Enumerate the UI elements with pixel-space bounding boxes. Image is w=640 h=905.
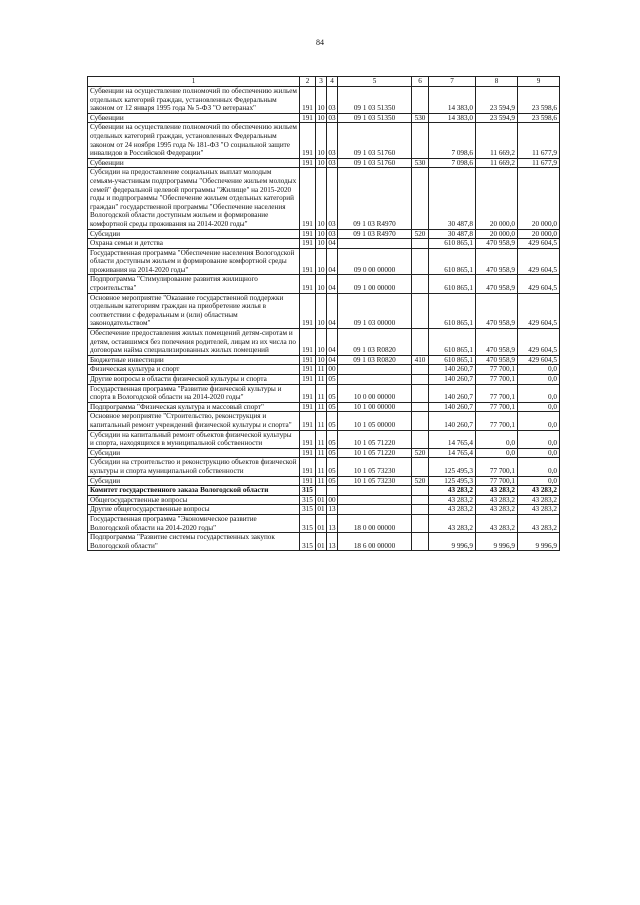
table-row [88,355,560,365]
row-description: Другие вопросы в области физической культуры и спорта [88,375,300,385]
subsection-code: 03 [327,87,338,114]
target-article-code [338,495,412,505]
column-header: 3 [316,77,327,87]
subsection-code: 03 [328,158,336,167]
row-description: Субвенции на осуществление полномочий по обеспечению жильем отдельных категорий граждан, установленных Федеральным законом от 24 ноября 1995 года № 181-ФЗ "О социальной защите инвалидов в Российской Федерации" [88,123,300,158]
expense-type-code [412,458,429,476]
amount-year-3: 23 598,6 [518,87,560,114]
row-description: Субсидии на капитальный ремонт объектов физической культуры и спорта, находящихся в муниципальной собственности [88,430,300,448]
row-description: Подпрограмма "Стимулирование развития жилищного строительства" [88,275,300,293]
ministry-code: 191 [300,275,316,293]
amount-year-2: 20 000,0 [476,168,518,229]
amount-year-3: 11 677,9 [518,158,560,168]
section-code: 01 [316,533,327,551]
amount-year-1: 610 865,1 [429,293,476,328]
ministry-code: 191 [300,448,316,458]
ministry-code: 315 [300,533,316,551]
target-article-code: 10 1 05 73230 [338,476,412,486]
amount-year-3: 43 283,2 [518,514,560,532]
row-description: Государственная программа "Экономическое развитие Вологодской области на 2014-2020 годы" [88,514,300,532]
amount-year-1: 125 495,3 [429,476,476,486]
expense-type-code [412,430,429,448]
ministry-code: 191 [300,229,316,239]
expense-type-code [412,505,429,515]
amount-year-3: 20 000,0 [518,229,560,239]
column-header: 2 [300,77,316,87]
expense-type-code [412,275,429,293]
expense-type-code [412,123,429,158]
table-row [88,87,560,114]
amount-year-2: 470 958,9 [476,275,518,293]
target-article-code: 09 1 03 51350 [338,87,412,114]
section-code: 10 [316,293,327,328]
subsection-code: 03 [328,113,336,122]
amount-year-3: 0,0 [518,412,560,430]
row-description: Комитет государственного заказа Вологодской области [88,486,300,496]
target-article-code: 09 1 03 R4970 [338,229,412,239]
amount-year-2: 0,0 [476,448,518,458]
table-row [88,412,560,430]
ministry-code: 191 [300,248,316,275]
subsection-code: 05 [327,412,338,430]
subsection-code: 04 [328,239,336,248]
section-code: 11 [316,448,327,458]
subsection-code: 03 [327,168,338,229]
row-description: Охрана семьи и детства [88,239,300,249]
table-row [88,158,560,168]
target-article-code: 18 6 00 00000 [338,533,412,551]
subsection-code: 04 [327,293,338,328]
page-number: 84 [316,38,324,47]
row-description: Физическая культура и спорт [88,365,300,375]
table-row [88,384,560,402]
ministry-code: 191 [300,158,316,168]
subsection-code: 03 [328,229,336,238]
amount-year-3: 0,0 [518,365,560,375]
section-code: 11 [316,458,327,476]
section-code: 10 [317,355,325,364]
amount-year-3: 429 604,5 [518,293,560,328]
ministry-code: 191 [300,412,316,430]
row-description: Общегосударственные вопросы [88,495,300,505]
amount-year-2: 77 700,1 [476,412,518,430]
expense-type-code [412,495,429,505]
subsection-code: 05 [327,384,338,402]
section-code [316,486,327,496]
target-article-code: 09 1 00 00000 [338,275,412,293]
section-code: 01 [317,495,325,504]
subsection-code: 05 [328,448,336,457]
ministry-code: 191 [300,355,316,365]
table-row [88,495,560,505]
amount-year-2: 11 669,2 [476,123,518,158]
table-row [88,168,560,229]
amount-year-1: 30 487,8 [429,168,476,229]
header-row [88,77,560,87]
expense-type-code: 520 [412,476,429,486]
amount-year-1: 610 865,1 [429,355,476,365]
target-article-code: 18 0 00 00000 [338,514,412,532]
expense-type-code [412,384,429,402]
row-description: Субвенции [88,113,300,123]
section-code: 11 [316,384,327,402]
amount-year-1: 140 260,7 [429,402,476,412]
table-row [88,375,560,385]
target-article-code: 09 1 03 R4970 [338,168,412,229]
ministry-code: 191 [300,375,316,385]
ministry-code: 191 [300,239,316,249]
row-description: Другие общегосударственные вопросы [88,505,300,515]
amount-year-1: 43 283,2 [429,486,476,496]
ministry-code: 191 [300,384,316,402]
budget-table [87,76,560,551]
expense-type-code: 530 [412,158,429,168]
amount-year-3: 429 604,5 [518,329,560,356]
expense-type-code: 520 [412,229,429,239]
column-header: 7 [429,77,476,87]
row-description: Субвенции [88,158,300,168]
row-description: Государственная программа "Обеспечение населения Вологодской области доступным жильем и формирование комфортной среды проживания на 2014-2020 годы" [88,248,300,275]
section-code: 10 [316,123,327,158]
amount-year-2: 0,0 [476,430,518,448]
expense-type-code [412,168,429,229]
section-code: 01 [316,514,327,532]
expense-type-code [412,402,429,412]
subsection-code: 13 [327,514,338,532]
amount-year-2: 43 283,2 [476,495,518,505]
row-description: Обеспечение предоставления жилых помещений детям-сиротам и детям, оставшимся без попечения родителей, лицам из их числа по договорам найма специализированных жилых помещений [88,329,300,356]
amount-year-2: 20 000,0 [476,229,518,239]
amount-year-1: 140 260,7 [429,375,476,385]
subsection-code: 05 [328,402,336,411]
row-description: Субсидии [88,448,300,458]
expense-type-code [412,239,429,249]
target-article-code [338,365,412,375]
row-description: Бюджетные инвестиции [88,355,300,365]
row-description: Государственная программа "Развитие физической культуры и спорта в Вологодской области на 2014-2020 годы" [88,384,300,402]
subsection-code: 00 [328,365,336,374]
column-header: 9 [518,77,560,87]
amount-year-1: 43 283,2 [429,514,476,532]
amount-year-1: 14 383,0 [429,87,476,114]
row-description: Подпрограмма "Развитие системы государственных закупок Вологодской области" [88,533,300,551]
table-row [88,293,560,328]
section-code: 10 [316,275,327,293]
amount-year-2: 23 594,9 [476,113,518,123]
amount-year-2: 43 283,2 [476,514,518,532]
table-row [88,476,560,486]
table-row [88,486,560,496]
table-row [88,458,560,476]
amount-year-2: 77 700,1 [476,365,518,375]
section-code: 10 [317,158,325,167]
expense-type-code [412,514,429,532]
ministry-code: 191 [300,113,316,123]
ministry-code: 315 [300,514,316,532]
amount-year-2: 470 958,9 [476,248,518,275]
subsection-code: 04 [327,275,338,293]
amount-year-1: 9 996,9 [429,533,476,551]
ministry-code: 191 [300,458,316,476]
amount-year-3: 0,0 [518,384,560,402]
expense-type-code [412,533,429,551]
row-description: Субсидии [88,229,300,239]
amount-year-3: 43 283,2 [518,495,560,505]
amount-year-3: 0,0 [518,476,560,486]
column-header: 6 [412,77,429,87]
section-code: 11 [316,430,327,448]
row-description: Основное мероприятие "Строительство, реконструкция и капитальный ремонт учреждений физической культуры и спорта" [88,412,300,430]
amount-year-1: 14 383,0 [429,113,476,123]
amount-year-3: 43 283,2 [518,486,560,496]
amount-year-3: 43 283,2 [518,505,560,515]
column-header: 8 [476,77,518,87]
amount-year-1: 14 765,4 [429,430,476,448]
subsection-code: 05 [327,458,338,476]
target-article-code: 09 1 03 51350 [338,113,412,123]
subsection-code: 05 [327,430,338,448]
ministry-code: 191 [300,430,316,448]
expense-type-code [412,87,429,114]
section-code: 10 [317,239,325,248]
table-row [88,430,560,448]
subsection-code: 05 [328,476,336,485]
expense-type-code [412,248,429,275]
subsection-code: 13 [328,505,336,514]
section-code: 10 [316,87,327,114]
section-code: 10 [317,113,325,122]
amount-year-1: 7 098,6 [429,158,476,168]
section-code: 10 [316,329,327,356]
amount-year-3: 23 598,6 [518,113,560,123]
ministry-code: 191 [300,402,316,412]
amount-year-1: 140 260,7 [429,412,476,430]
amount-year-3: 0,0 [518,402,560,412]
amount-year-1: 610 865,1 [429,248,476,275]
ministry-code: 191 [300,123,316,158]
target-article-code: 10 1 05 71220 [338,448,412,458]
amount-year-3: 11 677,9 [518,123,560,158]
amount-year-2: 470 958,9 [476,293,518,328]
subsection-code: 03 [327,123,338,158]
amount-year-2: 470 958,9 [476,329,518,356]
table-row [88,229,560,239]
table-row [88,365,560,375]
section-code: 11 [316,402,327,412]
table-row [88,239,560,249]
expense-type-code [412,365,429,375]
column-header: 5 [338,77,412,87]
table-row [88,514,560,532]
ministry-code: 191 [300,87,316,114]
row-description: Субсидии [88,476,300,486]
target-article-code: 09 1 03 00000 [338,293,412,328]
ministry-code: 191 [300,293,316,328]
amount-year-2: 470 958,9 [476,355,518,365]
amount-year-2: 11 669,2 [476,158,518,168]
ministry-code: 191 [300,365,316,375]
expense-type-code [412,486,429,496]
table-row [88,275,560,293]
amount-year-3: 0,0 [518,430,560,448]
ministry-code: 315 [300,505,316,515]
target-article-code: 10 1 05 71220 [338,430,412,448]
ministry-code: 191 [300,476,316,486]
amount-year-3: 0,0 [518,375,560,385]
amount-year-3: 429 604,5 [518,248,560,275]
table-row [88,113,560,123]
ministry-code: 191 [300,168,316,229]
expense-type-code [412,293,429,328]
expense-type-code: 530 [412,113,429,123]
expense-type-code: 410 [412,355,429,365]
section-code: 11 [316,375,327,385]
amount-year-1: 140 260,7 [429,384,476,402]
table-row [88,123,560,158]
column-header: 1 [88,77,300,87]
subsection-code: 00 [328,495,336,504]
section-code: 10 [317,229,325,238]
target-article-code: 09 1 03 R0820 [338,355,412,365]
section-code: 10 [316,248,327,275]
target-article-code: 09 1 03 R0820 [338,329,412,356]
target-article-code: 09 0 00 00000 [338,248,412,275]
amount-year-1: 610 865,1 [429,275,476,293]
table-row [88,402,560,412]
row-description: Основное мероприятие "Оказание государственной поддержки отдельным категориям граждан на приобретение жилья в соответствии с федеральным и (или) областным законодательством" [88,293,300,328]
expense-type-code [412,412,429,430]
table-row [88,248,560,275]
column-header: 4 [327,77,338,87]
amount-year-1: 43 283,2 [429,505,476,515]
row-description: Субсидии на строительство и реконструкцию объектов физической культуры и спорта муниципальной собственности [88,458,300,476]
amount-year-2: 77 700,1 [476,476,518,486]
amount-year-1: 30 487,8 [429,229,476,239]
section-code: 11 [316,412,327,430]
target-article-code [338,505,412,515]
row-description: Субсидии на предоставление социальных выплат молодым семьям-участникам подпрограммы "Обеспечение жильем молодых семей" федеральной целевой программы "Жилище" на 2015-2020 годы и подпрограммы "Обеспечение жильем отдельных категорий граждан" государственной программы "Обеспечение населения Вологодской области доступным жильем и формирование комфортной среды проживания на 2014-2020 годы" [88,168,300,229]
table-row [88,329,560,356]
amount-year-1: 610 865,1 [429,239,476,249]
table-body [88,87,560,551]
amount-year-1: 140 260,7 [429,365,476,375]
amount-year-3: 0,0 [518,448,560,458]
ministry-code: 191 [300,329,316,356]
expense-type-code [412,329,429,356]
amount-year-2: 43 283,2 [476,505,518,515]
amount-year-1: 125 495,3 [429,458,476,476]
expense-type-code: 520 [412,448,429,458]
subsection-code: 13 [327,533,338,551]
amount-year-2: 77 700,1 [476,384,518,402]
row-description: Подпрограмма "Физическая культура и массовый спорт" [88,402,300,412]
amount-year-2: 9 996,9 [476,533,518,551]
ministry-code: 315 [300,486,316,496]
table-row [88,505,560,515]
amount-year-3: 9 996,9 [518,533,560,551]
section-code: 11 [316,476,327,486]
amount-year-3: 20 000,0 [518,168,560,229]
subsection-code: 04 [327,329,338,356]
expense-type-code [412,375,429,385]
target-article-code [338,239,412,249]
target-article-code: 10 1 00 00000 [338,402,412,412]
amount-year-2: 470 958,9 [476,239,518,249]
amount-year-3: 429 604,5 [518,275,560,293]
table-row [88,533,560,551]
row-description: Субвенции на осуществление полномочий по обеспечению жильем отдельных категорий граждан, установленных Федеральным законом от 12 января 1995 года № 5-ФЗ "О ветеранах" [88,87,300,114]
target-article-code: 09 1 03 51760 [338,158,412,168]
subsection-code [327,486,338,496]
target-article-code: 10 1 05 73230 [338,458,412,476]
subsection-code: 04 [327,248,338,275]
target-article-code [338,375,412,385]
subsection-code: 05 [328,375,336,383]
target-article-code: 09 1 03 51760 [338,123,412,158]
amount-year-2: 77 700,1 [476,402,518,412]
subsection-code: 04 [328,355,336,364]
amount-year-2: 43 283,2 [476,486,518,496]
amount-year-1: 610 865,1 [429,329,476,356]
table-row [88,448,560,458]
section-code: 10 [316,168,327,229]
ministry-code: 315 [300,495,316,505]
amount-year-2: 77 700,1 [476,375,518,385]
amount-year-3: 429 604,5 [518,355,560,365]
section-code: 11 [316,365,327,375]
amount-year-2: 23 594,9 [476,87,518,114]
amount-year-2: 77 700,1 [476,458,518,476]
target-article-code: 10 0 00 00000 [338,384,412,402]
amount-year-3: 0,0 [518,458,560,476]
amount-year-1: 14 765,4 [429,448,476,458]
target-article-code: 10 1 05 00000 [338,412,412,430]
amount-year-1: 7 098,6 [429,123,476,158]
target-article-code [338,486,412,496]
section-code: 01 [317,505,325,514]
amount-year-3: 429 604,5 [518,239,560,249]
amount-year-1: 43 283,2 [429,495,476,505]
